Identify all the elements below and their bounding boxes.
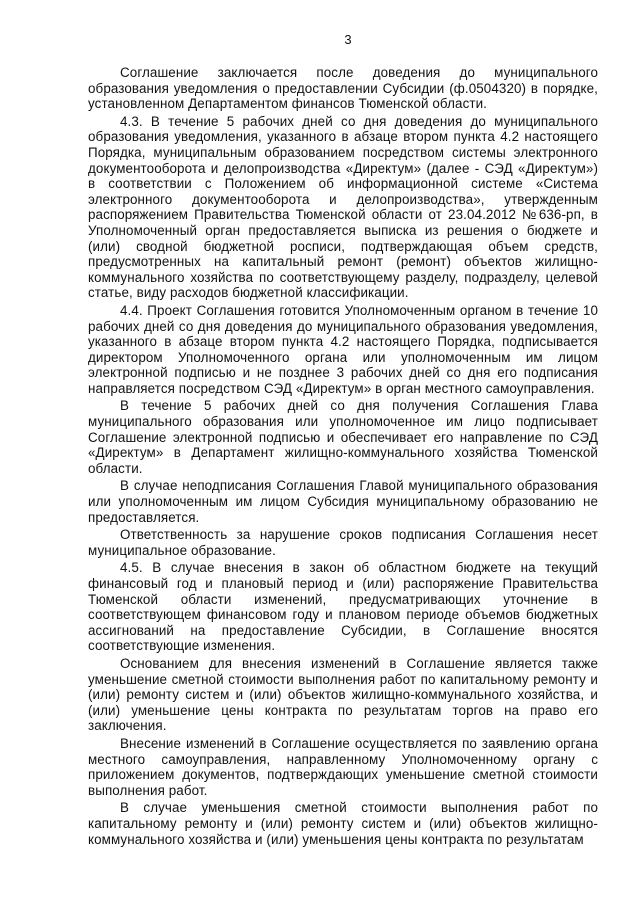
paragraph: Внесение изменений в Соглашение осуществляется по заявлению органа местного самоуправления, направленному Уполномоченному органу с приложением документов, подтверждающих уменьшение сметной стоимости выполнения работ. xyxy=(88,735,598,798)
paragraph: 4.4. Проект Соглашения готовится Уполномоченным органом в течение 10 рабочих дней со дня доведения до муниципального образования уведомления, указанного в абзаце втором пункта 4.2 настоящего Порядка, подписывается директором Уполномоченного органа или уполномоченным им лицом электронной подписью и не позднее 3 рабочих дней со дня его подписания направляется посредством СЭД «Директум» в орган местного самоуправления. xyxy=(88,302,598,396)
paragraph: Основанием для внесения изменений в Соглашение является также уменьшение сметной стоимости выполнения работ по капитальному ремонту и (или) ремонту систем и (или) объектов жилищно-коммунального хозяйства, и (или) уменьшение цены контракта по результатам торгов на право его заключения. xyxy=(88,655,598,734)
paragraph: В течение 5 рабочих дней со дня получения Соглашения Глава муниципального образования или уполномоченное им лицо подписывает Соглашение электронной подписью и обеспечивает его направление по СЭД «Директум» в Департамент жилищно-коммунального хозяйства Тюменской области. xyxy=(88,398,598,476)
paragraph: Соглашение заключается после доведения до муниципального образования уведомления о предоставлении Субсидии (ф.0504320) в порядке, установленном Департаментом финансов Тюменской области. xyxy=(88,65,598,112)
paragraph: В случае неподписания Соглашения Главой муниципального образования или уполномоченным им лицом Субсидия муниципальному образованию не предоставляется. xyxy=(88,478,598,525)
paragraph: Ответственность за нарушение сроков подписания Соглашения несет муниципальное образование. xyxy=(88,527,598,558)
page-number: 3 xyxy=(344,32,352,47)
paragraph: В случае уменьшения сметной стоимости выполнения работ по капитальному ремонту и (или) ремонту систем и (или) объектов жилищно-коммунального хозяйства и (или) уменьшения цены контракта по результатам xyxy=(88,800,598,847)
paragraph: 4.3. В течение 5 рабочих дней со дня доведения до муниципального образования уведомления, указанного в абзаце втором пункта 4.2 настоящего Порядка, муниципальным образованием посредством системы электронного документооборота и делопроизводства «Директум» (далее - СЭД «Директум») в соответствии с Положением об информационной системе «Система электронного документооборота и делопроизводства», утвержденным распоряжением Правительства Тюменской области от 23.04.2012 №636-рп, в Уполномоченный орган предоставляется выписка из решения о бюджете и (или) сводной бюджетной росписи, подтверждающая объем средств, предусмотренных на капитальный ремонт (ремонт) объектов жилищно-коммунального хозяйства по соответствующему разделу, подразделу, целевой статье, виду расходов бюджетной классификации. xyxy=(88,113,598,301)
paragraph: 4.5. В случае внесения в закон об областном бюджете на текущий финансовый год и плановый период и (или) распоряжение Правительства Тюменской области изменений, предусматривающих уточнение в соответствующем финансовом году и плановом периоде объемов бюджетных ассигнований на предоставление Субсидии, в Соглашение вносятся соответствующие изменения. xyxy=(88,560,598,654)
